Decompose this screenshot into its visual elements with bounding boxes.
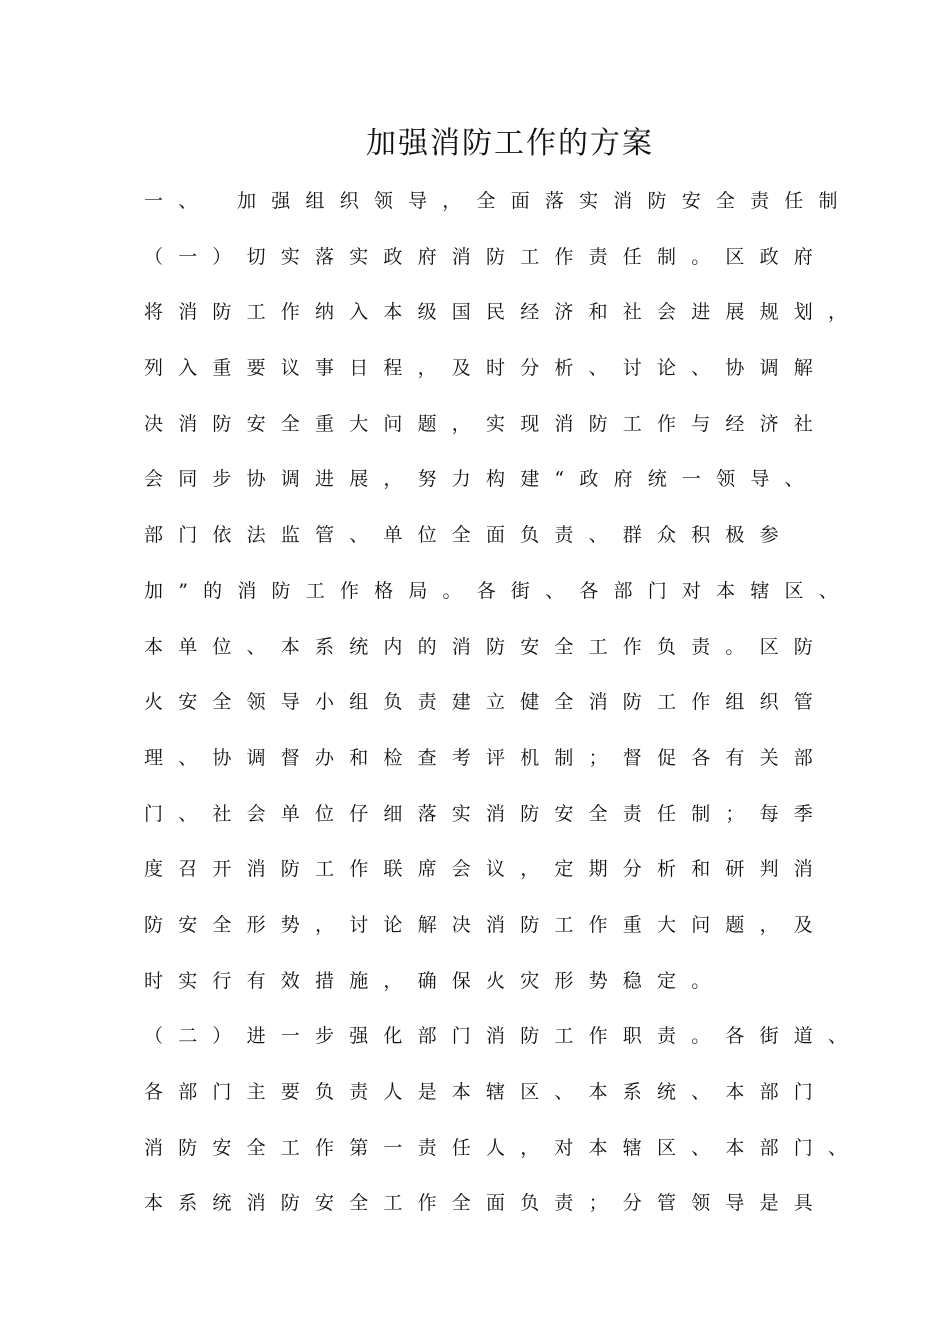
body-line: 本单位、本系统内的消防安全工作负责。区防 (144, 635, 829, 658)
body-line: 理、协调督办和检查考评机制；督促各有关部 (144, 746, 829, 769)
document-body (144, 183, 863, 1241)
body-line: 时实行有效措施，确保火灾形势稳定。 (144, 969, 726, 992)
body-line: 会同步协调进展，努力构建“政府统一领导、 (144, 468, 819, 491)
body-line: 将消防工作纳入本级国民经济和社会进展规划， (144, 301, 863, 324)
body-line: 列入重要议事日程，及时分析、讨论、协调解 (144, 357, 829, 380)
body-line: 本系统消防安全工作全面负责；分管领导是具 (144, 1192, 829, 1215)
body-line: 火安全领导小组负责建立健全消防工作组织管 (144, 691, 829, 714)
body-line: 度召开消防工作联席会议，定期分析和研判消 (144, 858, 829, 881)
body-line: 一、 加强组织领导，全面落实消防安全责任制 (144, 190, 853, 212)
document-title: 加强消防工作的方案 (366, 126, 654, 161)
body-line: 决消防安全重大问题，实现消防工作与经济社 (144, 412, 829, 435)
body-line: 门、社会单位仔细落实消防安全责任制；每季 (144, 802, 829, 825)
body-line: （二）进一步强化部门消防工作职责。各街道、 (144, 1025, 863, 1048)
body-line: 防安全形势，讨论解决消防工作重大问题，及 (144, 913, 829, 936)
body-line: 部门依法监管、单位全面负责、群众积极参 (144, 524, 794, 547)
body-line: 消防安全工作第一责任人，对本辖区、本部门、 (144, 1136, 863, 1159)
body-line: 各部门主要负责人是本辖区、本系统、本部门 (144, 1081, 829, 1103)
body-line: 加”的消防工作格局。各街、各部门对本辖区、 (144, 579, 853, 602)
body-line: （一）切实落实政府消防工作责任制。区政府 (144, 245, 829, 268)
